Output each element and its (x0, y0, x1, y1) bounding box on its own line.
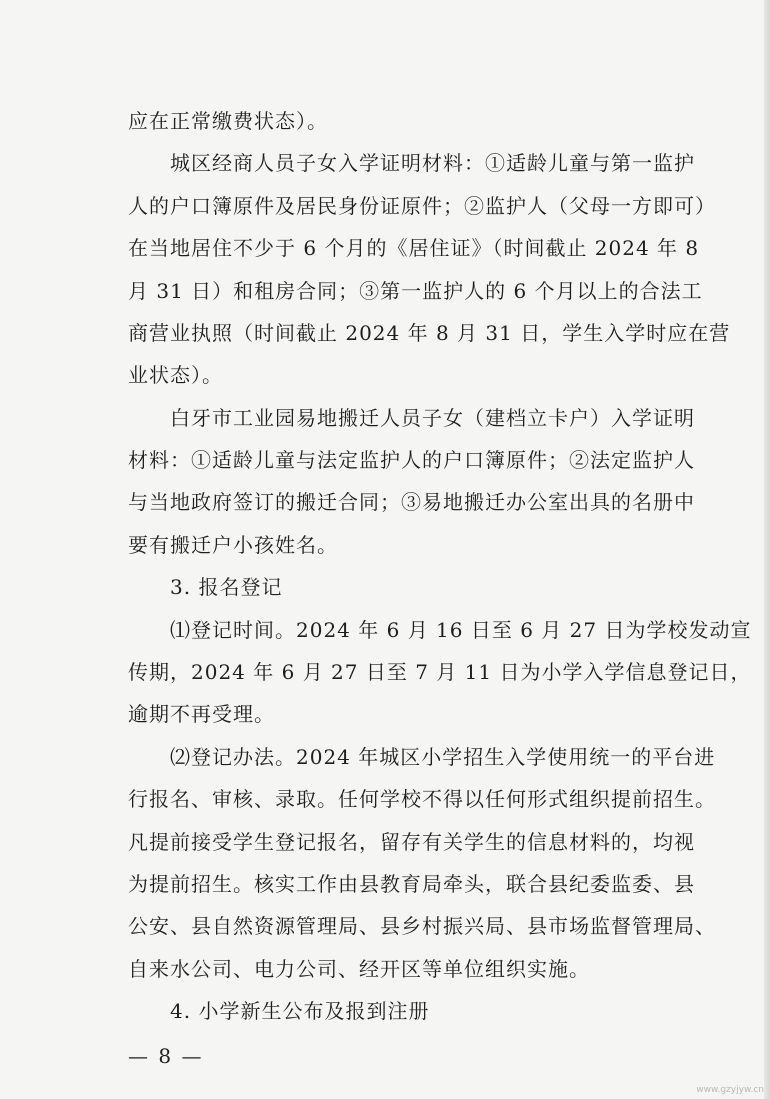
text-line-15: 逾期不再受理。 (128, 702, 275, 726)
text-line-1: 应在正常缴费状态）。 (128, 109, 328, 133)
text-line-20: 公安、县自然资源管理局、县乡村振兴局、县市场监督管理局、 (128, 914, 716, 938)
text-line-9: 材料：①适龄儿童与法定监护人的户口簿原件；②法定监护人 (128, 448, 695, 472)
text-line-18: 凡提前接受学生登记报名，留存有关学生的信息材料的，均视 (128, 830, 695, 854)
text-line-2: 城区经商人员子女入学证明材料：①适龄儿童与第一监护 (170, 151, 695, 175)
text-line-19: 为提前招生。核实工作由县教育局牵头，联合县纪委监委、县 (128, 872, 695, 896)
text-line-17: 行报名、审核、录取。任何学校不得以任何形式组织提前招生。 (128, 787, 716, 811)
section-heading-4: 4. 小学新生公布及报到注册 (170, 999, 430, 1023)
text-line-6: 商营业执照（时间截止 2024 年 8 月 31 日，学生入学时应在营 (128, 321, 731, 345)
text-line-16: ⑵登记办法。2024 年城区小学招生入学使用统一的平台进 (170, 745, 716, 769)
text-line-13: ⑴登记时间。2024 年 6 月 16 日至 6 月 27 日为学校发动宣 (170, 618, 752, 642)
text-line-4: 在当地居住不少于 6 个月的《居住证》（时间截止 2024 年 8 (128, 236, 700, 260)
text-line-21: 自来水公司、电力公司、经开区等单位组织实施。 (128, 957, 590, 981)
text-line-11: 要有搬迁户小孩姓名。 (128, 533, 338, 557)
watermark: www.gzyjyw.cn (696, 1085, 764, 1095)
text-line-10: 与当地政府签订的搬迁合同；③易地搬迁办公室出具的名册中 (128, 490, 695, 514)
page-number: — 8 — (128, 1044, 204, 1068)
text-line-14: 传期，2024 年 6 月 27 日至 7 月 11 日为小学入学信息登记日， (128, 660, 752, 684)
text-line-5: 月 31 日）和租房合同；③第一监护人的 6 个月以上的合法工 (128, 279, 703, 303)
text-line-7: 业状态）。 (128, 363, 223, 387)
text-line-3: 人的户口簿原件及居民身份证原件；②监护人（父母一方即可） (128, 194, 716, 218)
section-heading-3: 3. 报名登记 (170, 575, 283, 599)
text-line-8: 白牙市工业园易地搬迁人员子女（建档立卡户）入学证明 (170, 406, 695, 430)
